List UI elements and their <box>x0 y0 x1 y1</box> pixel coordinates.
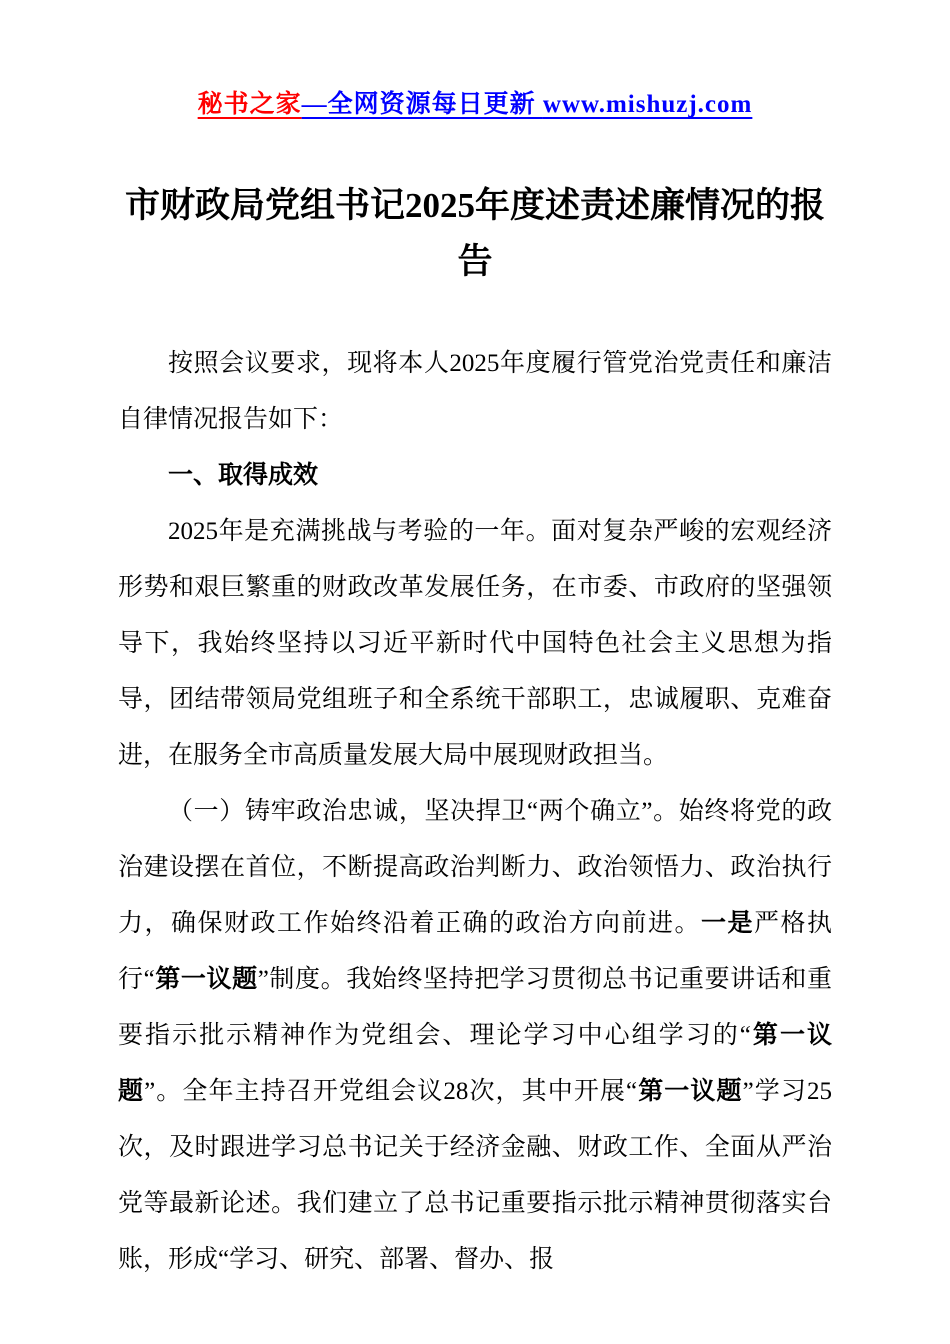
paragraph-intro <box>118 336 832 448</box>
site-url-link[interactable]: www.mishuzj.com <box>542 91 753 118</box>
text-run: ”制度。我始终坚持把学习贯彻总书记重要讲话和重要指示批示精神作为党组会、理论学习中心组学习的“ <box>118 966 832 1049</box>
site-header <box>0 0 950 120</box>
paragraph-political-loyalty <box>118 784 832 1288</box>
text-run: 第一议题 <box>637 1078 743 1105</box>
site-name: 秘书之家 <box>197 91 302 118</box>
text-run: 2025年是充满挑战与考验的一年。面对复杂严峻的宏观经济形势和艰巨繁重的财政改革发展任务，在市委、市政府的坚强领导下，我始终坚持以习近平新时代中国特色社会主义思想为指导，团结带领局党组班子和全系统干部职工，忠诚履职、克难奋进，在服务全市高质量发展大局中展现财政担当。 <box>118 518 832 769</box>
text-run: ”学习25次，及时跟进学习总书记关于经济金融、财政工作、全面从严治党等最新论述。我们建立了总书记重要指示批示精神贯彻落实台账，形成“学习、研究、部署、督办、报 <box>118 1078 832 1273</box>
text-run: 第一议题 <box>154 966 258 993</box>
text-run: 按照会议要求，现将本人2025年度履行管党治党责任和廉洁自律情况报告如下： <box>118 350 832 433</box>
text-run: （一）铸牢政治忠诚，坚决捍卫“两个确立”。始终将党的政治建设摆在首位，不断提高政治判断力、政治领悟力、政治执行力，确保财政工作始终沿着正确的政治方向前进。 <box>118 798 832 937</box>
text-run: 第一议题 <box>118 1022 832 1105</box>
site-tagline: —全网资源每日更新 <box>301 91 543 118</box>
document-title: 市财政局党组书记2025年度述责述廉情况的报告 <box>124 186 825 281</box>
text-run: 一是 <box>700 910 754 937</box>
text-run: 严格执行“ <box>118 910 832 993</box>
text-run: 一、取得成效 <box>168 462 319 489</box>
section-heading-achievements <box>118 448 832 504</box>
document-body <box>0 336 950 1288</box>
paragraph-overview <box>118 504 832 784</box>
text-run: ”。全年主持召开党组会议28次，其中开展“ <box>144 1078 638 1105</box>
